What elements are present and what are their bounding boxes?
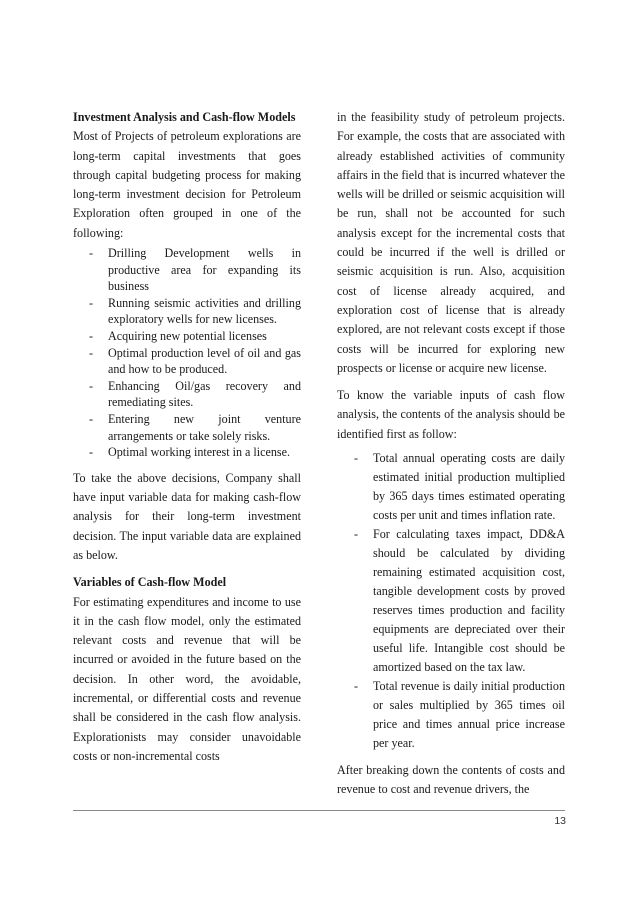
list-item: - Optimal working interest in a license. [73, 444, 301, 461]
list-item: - Acquiring new potential licenses [73, 328, 301, 345]
paragraph-intro: Most of Projects of petroleum explorations are long-term capital investments that goes through capital budgeting process for making long-term investment decision for Petroleum Exploration often grouped in one of the following: [73, 129, 301, 240]
list-item: - Optimal production level of oil and gas and how to be produced. [73, 345, 301, 378]
paragraph-cost-drivers: After breaking down the contents of costs and revenue to cost and revenue drivers, the [337, 763, 565, 797]
paragraph-feasibility: in the feasibility study of petroleum projects. For example, the costs that are associated with already established activities of community affairs in the field that is incurred whatever the wells will be drilled or seismic acquisition will be run, shall not be accounted for such analysis except for the incremental costs that could be incurred if the well is drilled or seismic acquisition is run. Also, acquisition cost of license already acquired, and exploration cost of license that is already explored, are not relevant costs except if those costs will be incurred for exploring new prospects or license or acquire new license. [337, 110, 565, 375]
list-item: - Drilling Development wells in productive area for expanding its business [73, 245, 301, 295]
right-column [337, 108, 565, 800]
contents-list [337, 449, 565, 753]
section-heading-variables: Variables of Cash-flow Model [73, 575, 227, 590]
list-item: - Entering new joint venture arrangements or take solely risks. [73, 411, 301, 444]
list-item: - Total revenue is daily initial production or sales multiplied by 365 times oil price and times annual price increase per year. [337, 677, 565, 753]
paragraph-decisions: To take the above decisions, Company shall have input variable data for making cash-flow analysis for their long-term investment decision. The input variable data are explained as below. [73, 470, 301, 562]
left-column [73, 108, 301, 766]
list-item: - For calculating taxes impact, DD&A should be calculated by dividing remaining estimated acquisition cost, tangible development costs by proved reserves times production and facility equipments are depreciated over their useful life. Intangible cost should be amortized based on the tax law. [337, 525, 565, 677]
section-heading-investment-analysis: Investment Analysis and Cash-flow Models [73, 110, 296, 124]
paragraph-estimating: For estimating expenditures and income to use it in the cash flow model, only the estimated relevant costs and revenue that will be incurred or avoided in the future based on the decision. In other word, the avoidable, incremental, or differential costs and revenue shall be considered in the cash flow analysis. Explorationists may consider unavoidable costs or non-incremental costs [73, 594, 301, 763]
paragraph-variable-inputs: To know the variable inputs of cash flow analysis, the contents of the analysis should be identified first as follow: [337, 388, 565, 441]
list-item: - Enhancing Oil/gas recovery and remediating sites. [73, 378, 301, 411]
page-number: 13 [554, 815, 566, 827]
footer-divider [73, 810, 565, 811]
decision-list [73, 245, 301, 461]
list-item: - Total annual operating costs are daily estimated initial production multiplied by 365 days times estimated operating costs per unit and times inflation rate. [337, 449, 565, 525]
list-item: - Running seismic activities and drilling exploratory wells for new licenses. [73, 295, 301, 328]
